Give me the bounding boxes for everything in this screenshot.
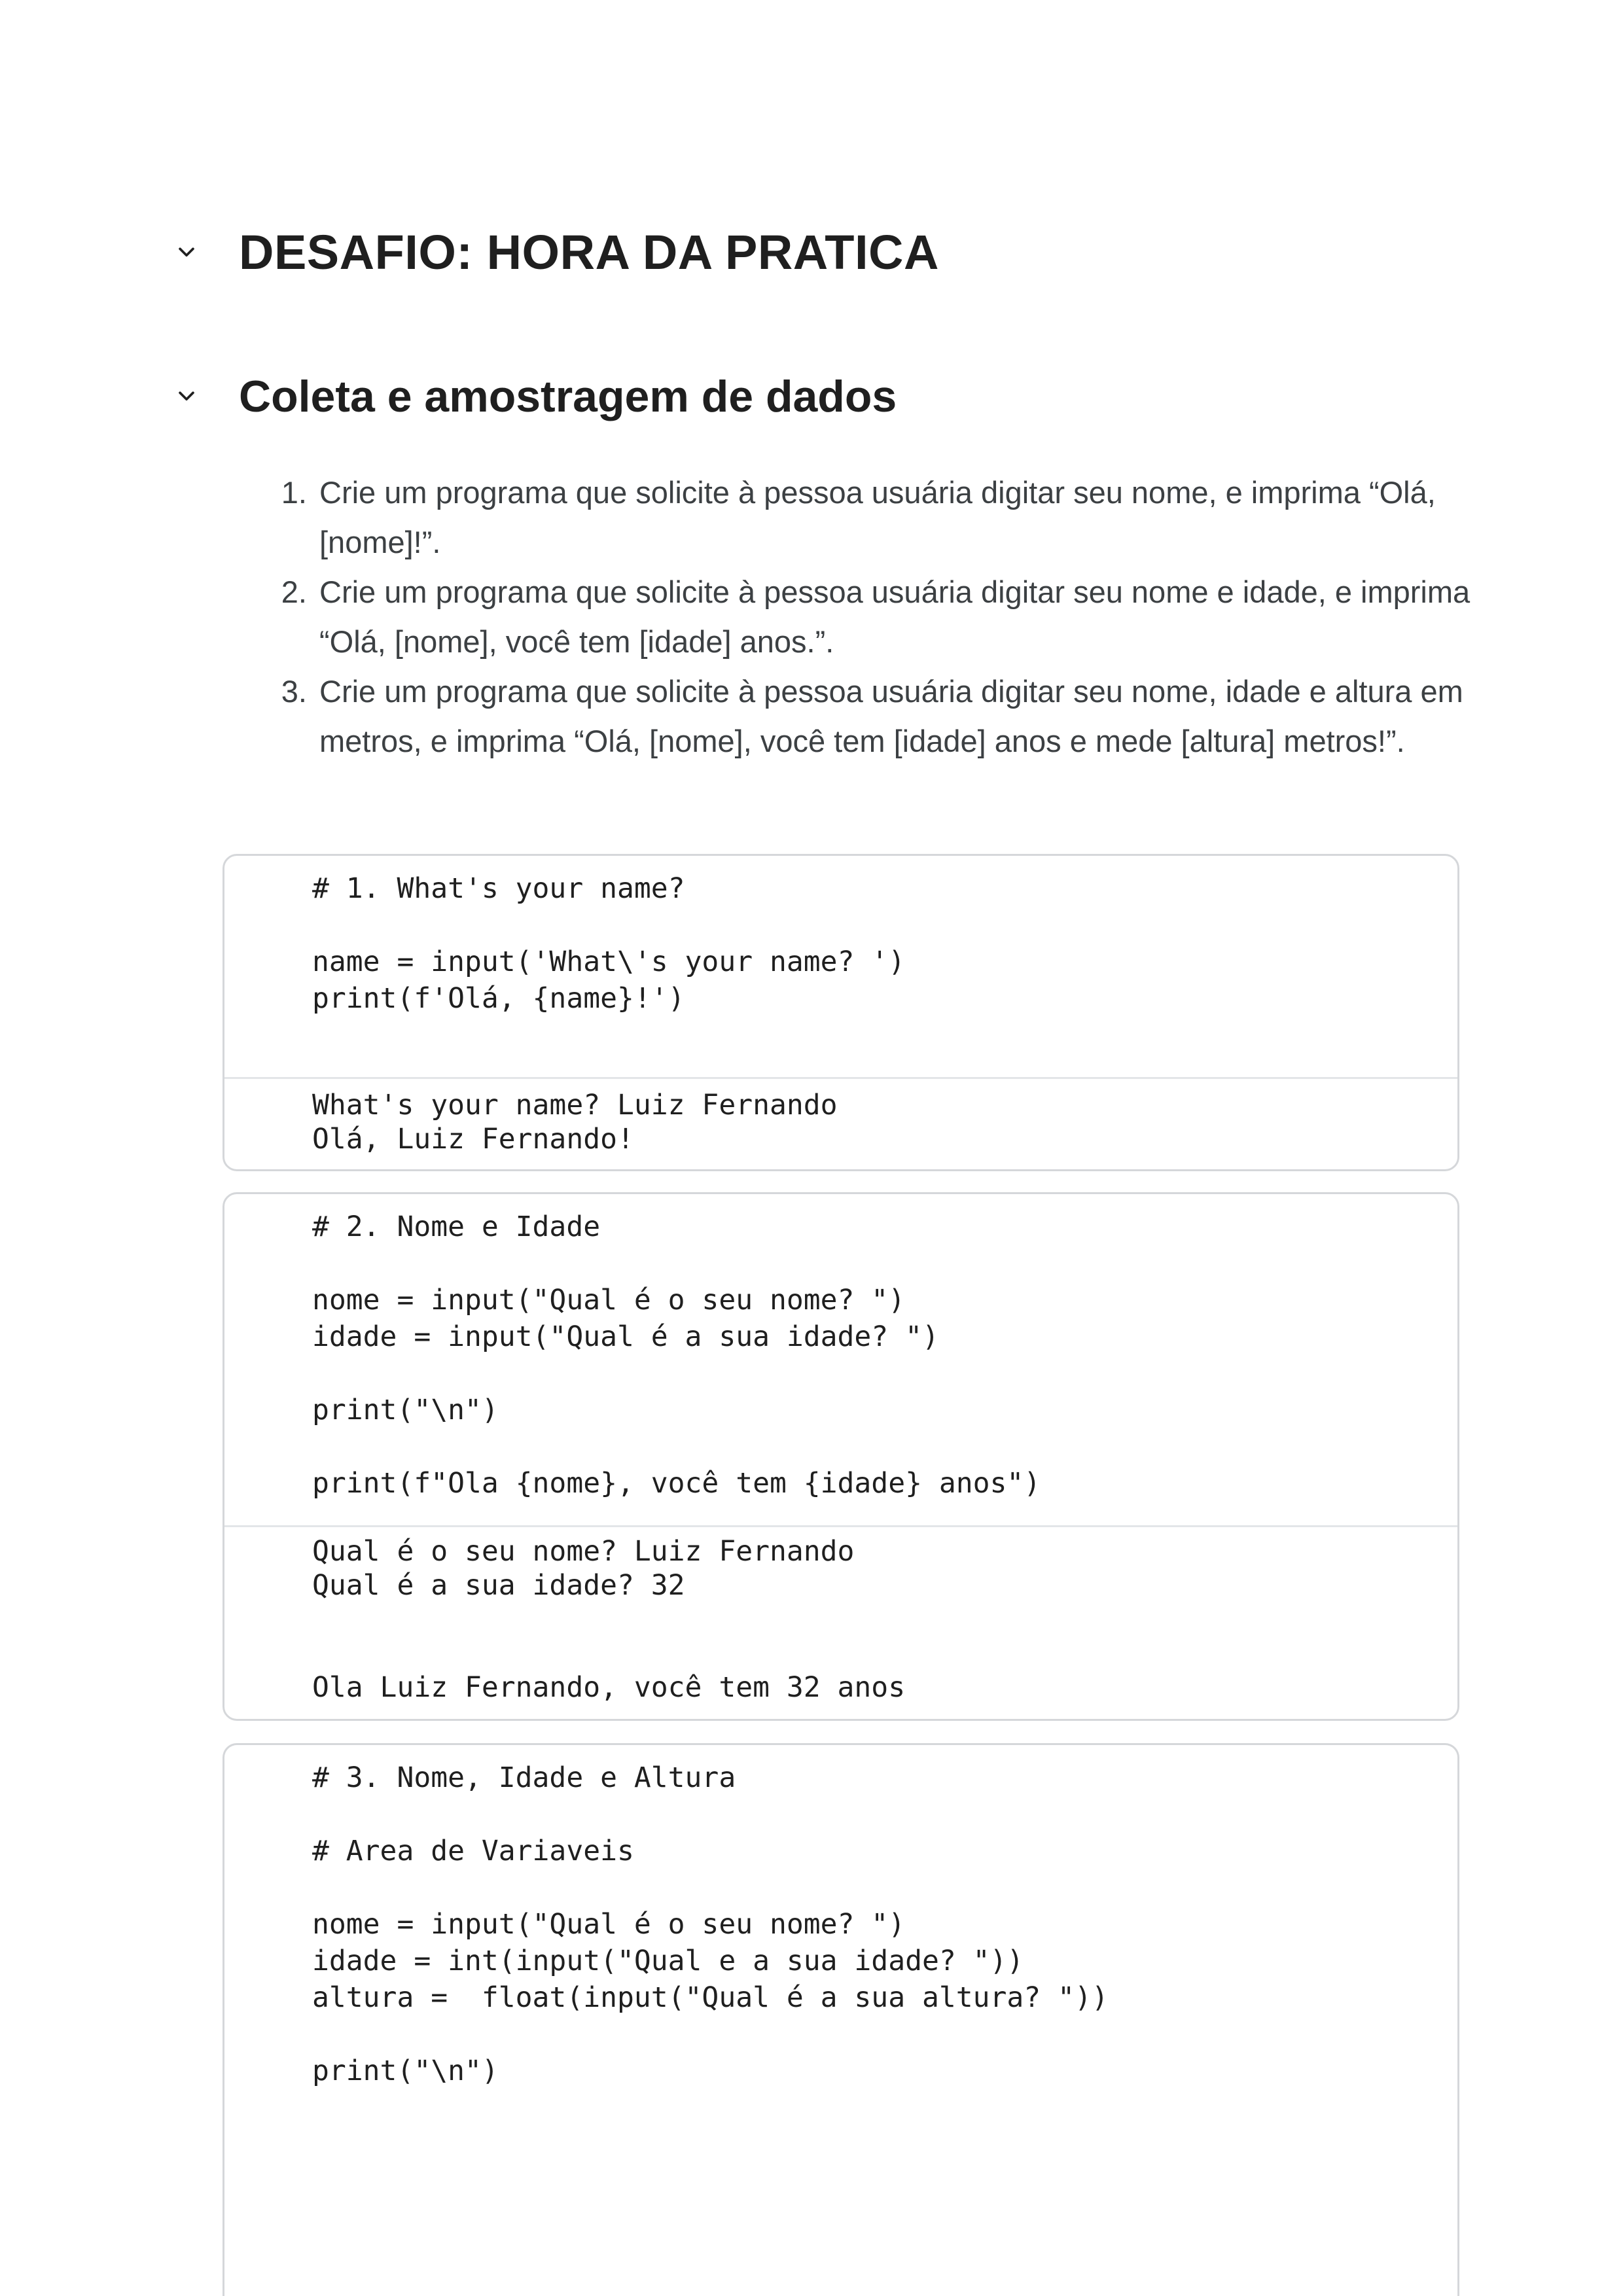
- chevron-down-icon[interactable]: [167, 233, 206, 272]
- code-cell-3[interactable]: [223, 1743, 1459, 2296]
- code-editor[interactable]: # 3. Nome, Idade e Altura # Area de Variaveis nome = input("Qual é o seu nome? ") idade = int(input("Qual e a sua idade? ")) altura = float(input("Qual é a sua altura? ")) print("\n"): [312, 1761, 1109, 2087]
- code-editor[interactable]: # 2. Nome e Idade nome = input("Qual é o seu nome? ") idade = input("Qual é a sua idade? ") print("\n") print(f"Ola {nome}, você tem {idade} anos"): [312, 1210, 1041, 1500]
- section-title: Coleta e amostragem de dados: [239, 372, 897, 421]
- output-divider: [224, 1077, 1457, 1079]
- section-header-desafio: [167, 224, 939, 280]
- output-divider: [224, 1525, 1457, 1527]
- chevron-down-icon[interactable]: [167, 377, 206, 416]
- code-cell-2[interactable]: [223, 1192, 1459, 1721]
- task-list: [275, 468, 1493, 766]
- code-cell-1[interactable]: [223, 854, 1459, 1171]
- section-title: DESAFIO: HORA DA PRATICA: [239, 225, 939, 279]
- cell-output: What's your name? Luiz Fernando Olá, Luiz Fernando!: [312, 1089, 838, 1156]
- task-item: 1. Crie um programa que solicite à pessoa usuária digitar seu nome, e imprima “Olá, [nome]!”.: [315, 468, 1493, 567]
- section-header-coleta: [167, 371, 897, 422]
- task-item: 3. Crie um programa que solicite à pessoa usuária digitar seu nome, idade e altura em metros, e imprima “Olá, [nome], você tem [idade] anos e mede [altura] metros!”.: [315, 667, 1493, 766]
- cell-output: Qual é o seu nome? Luiz Fernando Qual é a sua idade? 32 Ola Luiz Fernando, você tem 32 anos: [312, 1535, 906, 1704]
- code-editor[interactable]: # 1. What's your name? name = input('What\'s your name? ') print(f'Olá, {name}!'): [312, 872, 906, 1015]
- task-item: 2. Crie um programa que solicite à pessoa usuária digitar seu nome e idade, e imprima “Olá, [nome], você tem [idade] anos.”.: [315, 567, 1493, 667]
